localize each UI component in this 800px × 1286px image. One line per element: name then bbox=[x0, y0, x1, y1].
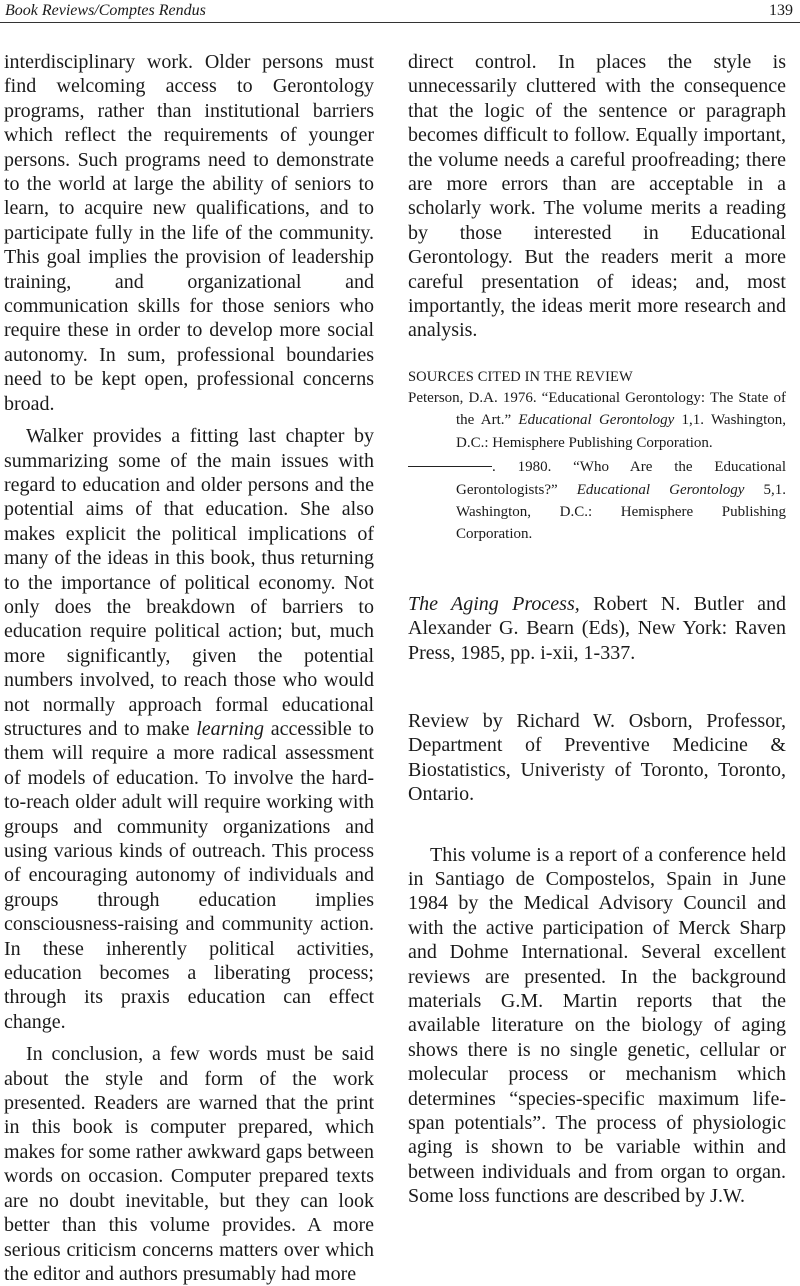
book-citation bbox=[408, 592, 786, 665]
reference-2-publisher: 5,1. Washington, D.C.: Hemisphere Publishing Corporation. bbox=[456, 481, 786, 543]
paragraph-review: This volume is a report of a conference held in Santiago de Compostelos, Spain in June 1984 by the Medical Advisory Council and with the active participation of Merck Sharp and Dohme International. Several excellent reviews are presented. In the background materials G.M. Martin reports that the available literature on the biology of aging shows there is no single genetic, cellular or molecular process or mechanism which determines “species-specific maximum life-span potentials”. The process of physiologic aging is shown to be variable within and between individuals and from organ to organ. Some loss functions are described by J.W. bbox=[408, 843, 786, 1208]
paragraph-walker-text-2: accessible to them will require a more radical assessment of models of education. To involve the hard-to-reach older adult will require working with groups and community organizations and using various kinds of outreach. This process of encouraging autonomy of individuals and groups through education implies consciousness-raising and community action. In these inherently political activities, education becomes a liberating process; through its praxis education can effect change. bbox=[4, 717, 375, 1033]
reference-1-publisher: 1,1. Washington, D.C.: Hemisphere Publishing Corporation. bbox=[456, 412, 787, 451]
paragraph-continuation-right: direct control. In places the style is unnecessarily cluttered with the consequence that the logic of the sentence or paragraph becomes difficult to follow. Equally important, the volume needs a careful proofreading; there are more errors than are acceptable in a scholarly work. The volume merits a reading by those interested in Educational Gerontology. But the readers merit a more careful presentation of ideas; and, most importantly, the ideas merit more research and analysis. bbox=[408, 51, 786, 342]
paragraph-walker-emphasis: learning bbox=[196, 717, 265, 740]
reference-2-journal: Educational Gerontology bbox=[576, 481, 745, 498]
reference-1-text: Peterson, D.A. 1976. “Educational Gerontology: The State of the Art.” bbox=[408, 389, 786, 429]
paragraph-walker-text-1: Walker provides a fitting last chapter by summarizing some of the main issues with regard to education and older persons and the potential aims of that education. She also makes explicit the political implications of many of the ideas in this book, thus returning to the importance of political economy. Not only does the breakdown of barriers to education require political action; but, much more significantly, given the potential numbers involved, to reach those who would not normally approach formal educational structures and to make bbox=[4, 425, 374, 740]
reference-2 bbox=[408, 456, 786, 546]
reference-1-journal: Educational Gerontology bbox=[518, 412, 675, 429]
running-head bbox=[5, 0, 793, 24]
sources-heading: SOURCES CITED IN THE REVIEW bbox=[408, 368, 633, 385]
paragraph-continuation: interdisciplinary work. Older persons must find welcoming access to Gerontology programs, rather than institutional barriers which reflect the requirements of younger persons. Such programs need to demonstrate to the world at large the ability of seniors to learn, to acquire new qualifications, and to participate fully in the life of the community. This goal implies the provision of leadership training, and organizational and communication skills for those seniors who require these in order to develop more social autonomy. In sum, professional boundaries need to be kept open, professional concerns broad. bbox=[4, 51, 374, 415]
header-rule bbox=[0, 22, 800, 23]
book-details: Robert N. Butler and Alexander G. Bearn (Eds), New York: Raven Press, 1985, pp. i-xii, 1-337. bbox=[408, 592, 786, 664]
left-column bbox=[4, 50, 375, 1285]
right-column bbox=[408, 50, 787, 1208]
reviewer-credit: Review by Richard W. Osborn, Professor, Department of Preventive Medicine & Biostatistics, Univeristy of Toronto, Toronto, Ontario. bbox=[408, 709, 786, 806]
reference-repeat-dash bbox=[408, 466, 492, 467]
reference-2-text: . 1980. “Who Are the Educational Gerontologists?” bbox=[456, 459, 786, 498]
book-title: The Aging Process, bbox=[408, 592, 580, 615]
paragraph-conclusion: In conclusion, a few words must be said about the style and form of the work presented. Readers are warned that the print in this book is computer prepared, which makes for some rather awkward gaps between words on occasion. Computer prepared texts are no doubt inevitable, but they can look better than this volume provides. A more serious criticism concerns matters over which the editor and authors presumably had more bbox=[4, 1043, 374, 1285]
reference-1 bbox=[408, 387, 786, 454]
page-number: 139 bbox=[769, 2, 793, 19]
paragraph-walker bbox=[4, 424, 374, 1034]
journal-title: Book Reviews/Comptes Rendus bbox=[5, 2, 206, 19]
